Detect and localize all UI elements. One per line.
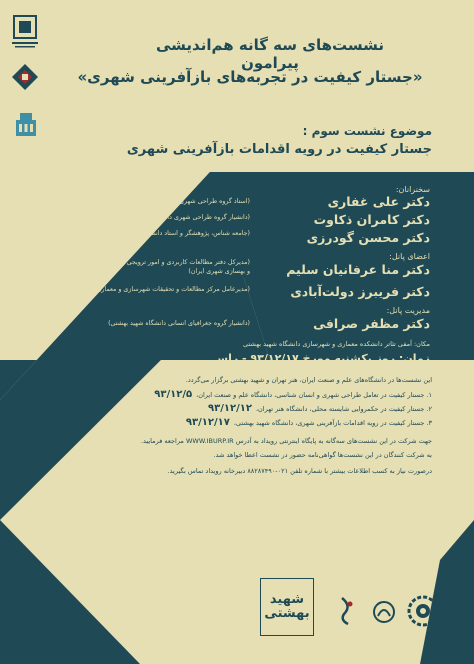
topic-label: موضوع نشست سوم : (302, 124, 432, 138)
speaker-affiliation-1: (استاد گروه طراحی شهری دانشگاه شهید بهشتی) (119, 198, 250, 205)
session-text-2: ۲. جستار کیفیت در حکمروایی شایسته محلی، دانشگاه هنر تهران، (255, 405, 432, 413)
title-line-1: نشست‌های سه گانه هم‌اندیشی پیرامون (155, 36, 385, 72)
sessions-intro: این نشست‌ها در دانشگاه‌های علم و صنعت ایران، هنر تهران و شهید بهشتی برگزار می‌گردد. (185, 376, 432, 384)
panel-heading: اعضای پانل: (389, 252, 430, 261)
organization-logo-icon (14, 110, 38, 138)
teal-bottom-left-corner (0, 520, 140, 664)
speaker-affiliation-2: (دانشیار گروه طراحی شهری دانشگاه شهید بهشتی) (114, 214, 250, 221)
science-technology-logo-icon (406, 594, 440, 628)
panel-name-2: دکتر فریبرز دولت‌آبادی (290, 284, 430, 299)
note-website: جهت شرکت در این نشست‌های سه‌گانه به پایگاه اینترنتی رویداد به آدرس WWW.IBURP.IR مراجعه فرمایید. (140, 437, 432, 445)
moderator-name: دکتر مظفر صرافی (313, 316, 430, 331)
title-line-2: «جستار کیفیت در تجربه‌های بازآفرینی شهری» (77, 68, 423, 86)
research-center-logo-icon (10, 62, 40, 92)
speaker-name-1: دکتر علی غفاری (327, 194, 430, 209)
moderator-heading: مدیریت پانل: (386, 306, 430, 315)
session-date-1: ۹۳/۱۲/۵ (154, 389, 193, 400)
topic-text: جستار کیفیت در رویه اقدامات بازآفرینی شهری (126, 142, 432, 157)
session-date-2: ۹۳/۱۲/۱۲ (208, 403, 252, 414)
session-text-1: ۱. جستار کیفیت در تعامل طراحی شهری و انسان شناسی، دانشگاه علم و صنعت ایران، (196, 391, 432, 399)
session-item-2 (40, 404, 432, 414)
speaker-name-3: دکتر محسن گودرزی (306, 230, 430, 245)
event-place: مکان: آمفی تئاتر دانشکده معماری و شهرسازی دانشگاه شهید بهشتی (243, 340, 430, 348)
art-university-logo-icon (370, 598, 398, 626)
speakers-heading: سخنرانان: (395, 185, 430, 194)
moderator-affiliation: (دانشیار گروه جغرافیای انسانی دانشگاه شهید بهشتی) (108, 320, 250, 327)
speaker-name-2: دکتر کامران ذکاوت (313, 212, 430, 227)
session-date-3: ۹۳/۱۲/۱۷ (185, 417, 230, 428)
event-datetime: زمان: روز یکشنبه مورخ ۹۳/۱۲/۱۷ - راس ساعت ۱۱ صبح (212, 352, 430, 378)
session-text-3: ۳. جستار کیفیت در رویه اقدامات بازآفرینی شهری، دانشگاه شهید بهشتی، (233, 419, 432, 427)
teal-bottom-right (420, 520, 474, 664)
note-certificate: به شرکت کنندگان در این نشست‌ها گواهی‌نامه حضور در نشست اعطا خواهد شد. (213, 451, 432, 459)
panel-affiliation-2: (مدیرعامل مرکز مطالعات و تحقیقات شهرسازی و معماری ایران) (78, 286, 250, 293)
session-item-1 (40, 390, 432, 400)
panel-name-1: دکتر منا عرفانیان سلیم (286, 262, 430, 277)
note-contact: درصورت نیاز به کسب اطلاعات بیشتر با شماره تلفن ۰۲۱-۸۸۲۸۷۴۹۰ دبیرخانه رویداد تماس بگیرید. (167, 467, 432, 475)
session-item-3 (40, 418, 432, 428)
publisher-logo-icon (336, 596, 358, 626)
calligraphy-logo: شهید بهشتی (260, 578, 314, 636)
university-logo-icon (10, 14, 40, 50)
panel-affiliation-1: (مدیرکل دفتر مطالعات کاربردی و امور ترویجی شرکت مادر تخصصی عمران و بهسازی شهری ایران) (50, 259, 250, 275)
speaker-affiliation-3: (جامعه شناس، پژوهشگر و استاد دانشگاه) (139, 230, 250, 237)
